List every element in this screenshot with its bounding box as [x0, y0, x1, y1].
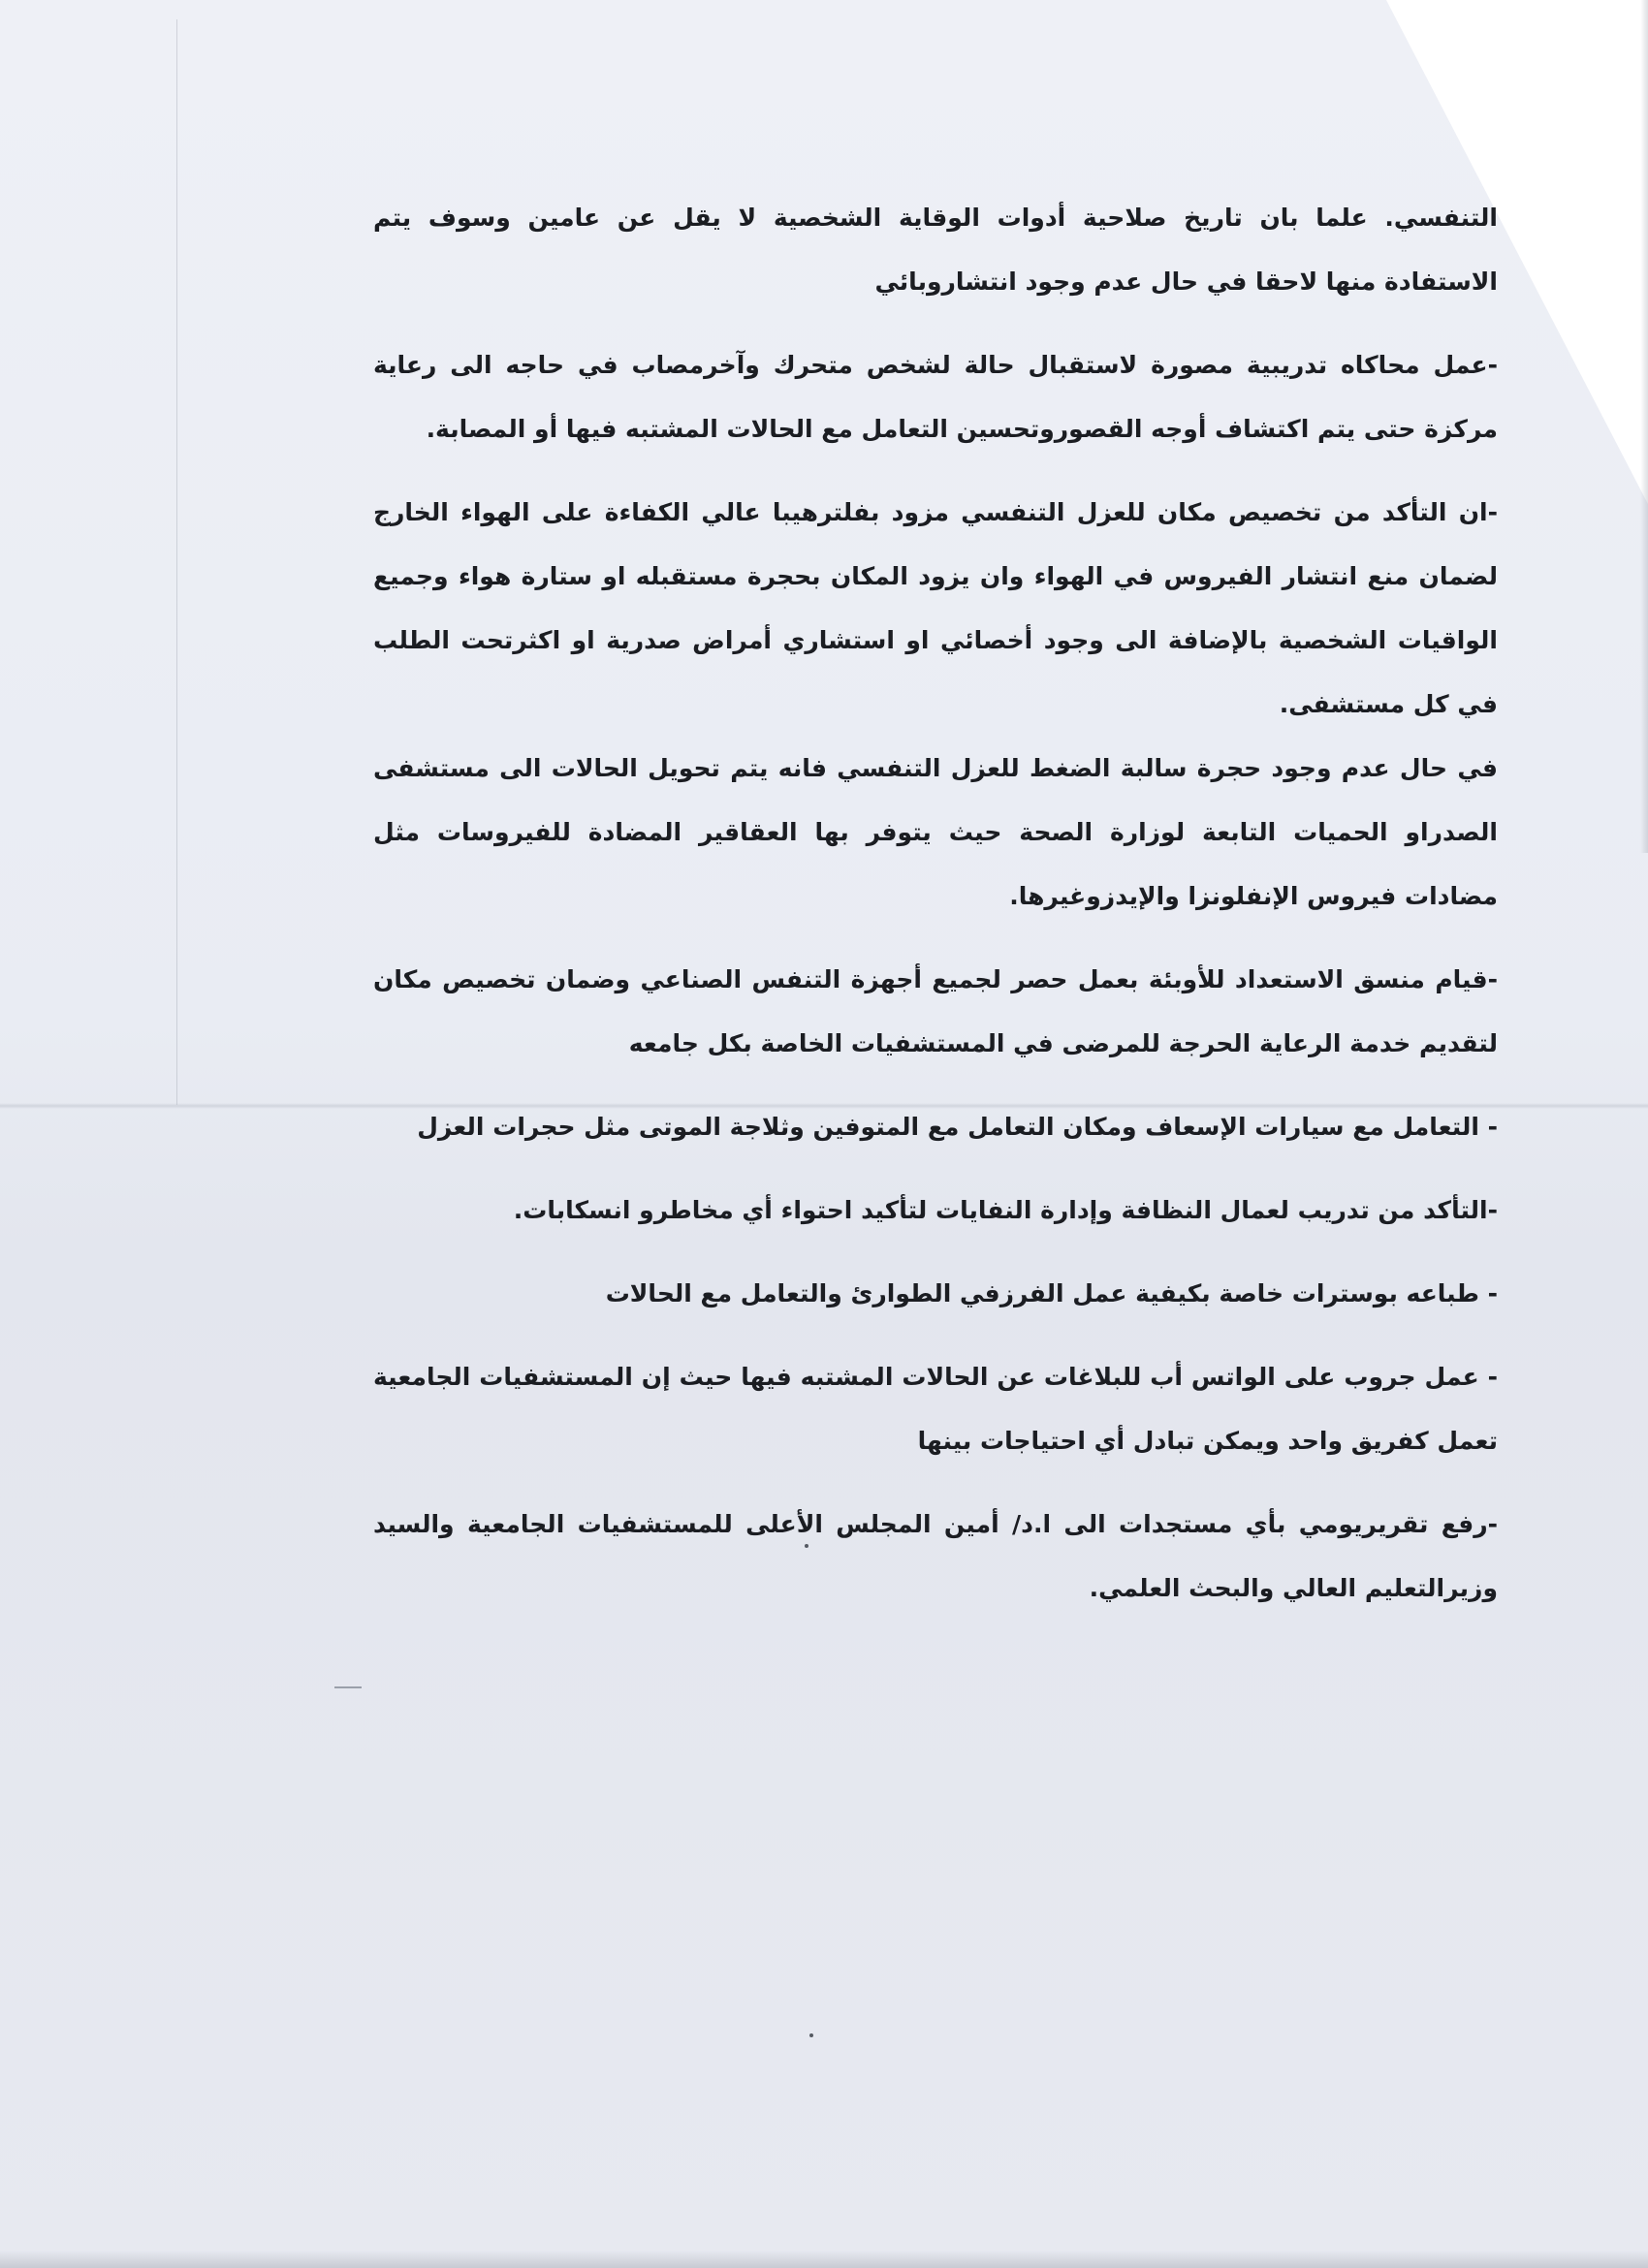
paragraph-ambulances-morgue: - التعامل مع سيارات الإسعاف ومكان التعامل مع المتوفين وثلاجة الموتى مثل حجرات العزل	[417, 1113, 1498, 1141]
paragraph-isolation-room: -ان التأكد من تخصيص مكان للعزل التنفسي مزود بفلترهيبا عالي الكفاءة على الهواء الخارج لضمان منع انتشار الفيروس في الهواء وان يزود المكان بحجرة مستقبله او ستارة هواء وجميع الواقيات الشخصية بالإضافة الى وجود أخصائي او استشاري أمراض صدرية او اكثرتحت الطلب في كل مستشفى.	[373, 498, 1498, 718]
margin-line	[176, 19, 177, 1105]
page-bottom-edge	[0, 2251, 1648, 2268]
paragraph-whatsapp-group: - عمل جروب على الواتس أب للبلاغات عن الحالات المشتبه فيها حيث إن المستشفيات الجامعية تعمل كفريق واحد ويمكن تبادل أي احتياجات بينها	[373, 1363, 1498, 1455]
scan-mark	[334, 1686, 362, 1688]
page-edge-shadow	[1640, 0, 1648, 853]
document-body	[373, 186, 1498, 1640]
paragraph-daily-report: -رفع تقريريومي بأي مستجدات الى ا.د/ أمين المجلس الأعلى للمستشفيات الجامعية والسيد وزيرالتعليم العالي والبحث العلمي.	[373, 1510, 1498, 1602]
paragraph-triage-posters: - طباعه بوسترات خاصة بكيفية عمل الفرزفي الطوارئ والتعامل مع الحالات	[605, 1279, 1498, 1307]
paragraph-negative-pressure: في حال عدم وجود حجرة سالبة الضغط للعزل التنفسي فانه يتم تحويل الحالات الى مستشفى الصدراو الحميات التابعة لوزارة الصحة حيث يتوفر بها العقاقير المضادة للفيروسات مثل مضادات فيروس الإنفلونزا والإيدزوغيرها.	[373, 754, 1498, 910]
scan-speck	[809, 2033, 813, 2037]
paragraph-ventilators-inventory: -قيام منسق الاستعداد للأوبئة بعمل حصر لجميع أجهزة التنفس الصناعي وضمان تخصيص مكان لتقديم خدمة الرعاية الحرجة للمرضى في المستشفيات الخاصة بكل جامعه	[373, 965, 1498, 1057]
paragraph-ppe-validity: التنفسي. علما بان تاريخ صلاحية أدوات الوقاية الشخصية لا يقل عن عامين وسوف يتم الاستفادة منها لاحقا في حال عدم وجود انتشاروبائي	[373, 204, 1498, 296]
paragraph-cleaning-waste: -التأكد من تدريب لعمال النظافة وإدارة النفايات لتأكيد احتواء أي مخاطرو انسكابات.	[513, 1196, 1498, 1224]
paragraph-training-simulation: -عمل محاكاه تدريبية مصورة لاستقبال حالة لشخص متحرك وآخرمصاب في حاجه الى رعاية مركزة حتى يتم اكتشاف أوجه القصوروتحسين التعامل مع الحالات المشتبه فيها أو المصابة.	[373, 351, 1498, 443]
